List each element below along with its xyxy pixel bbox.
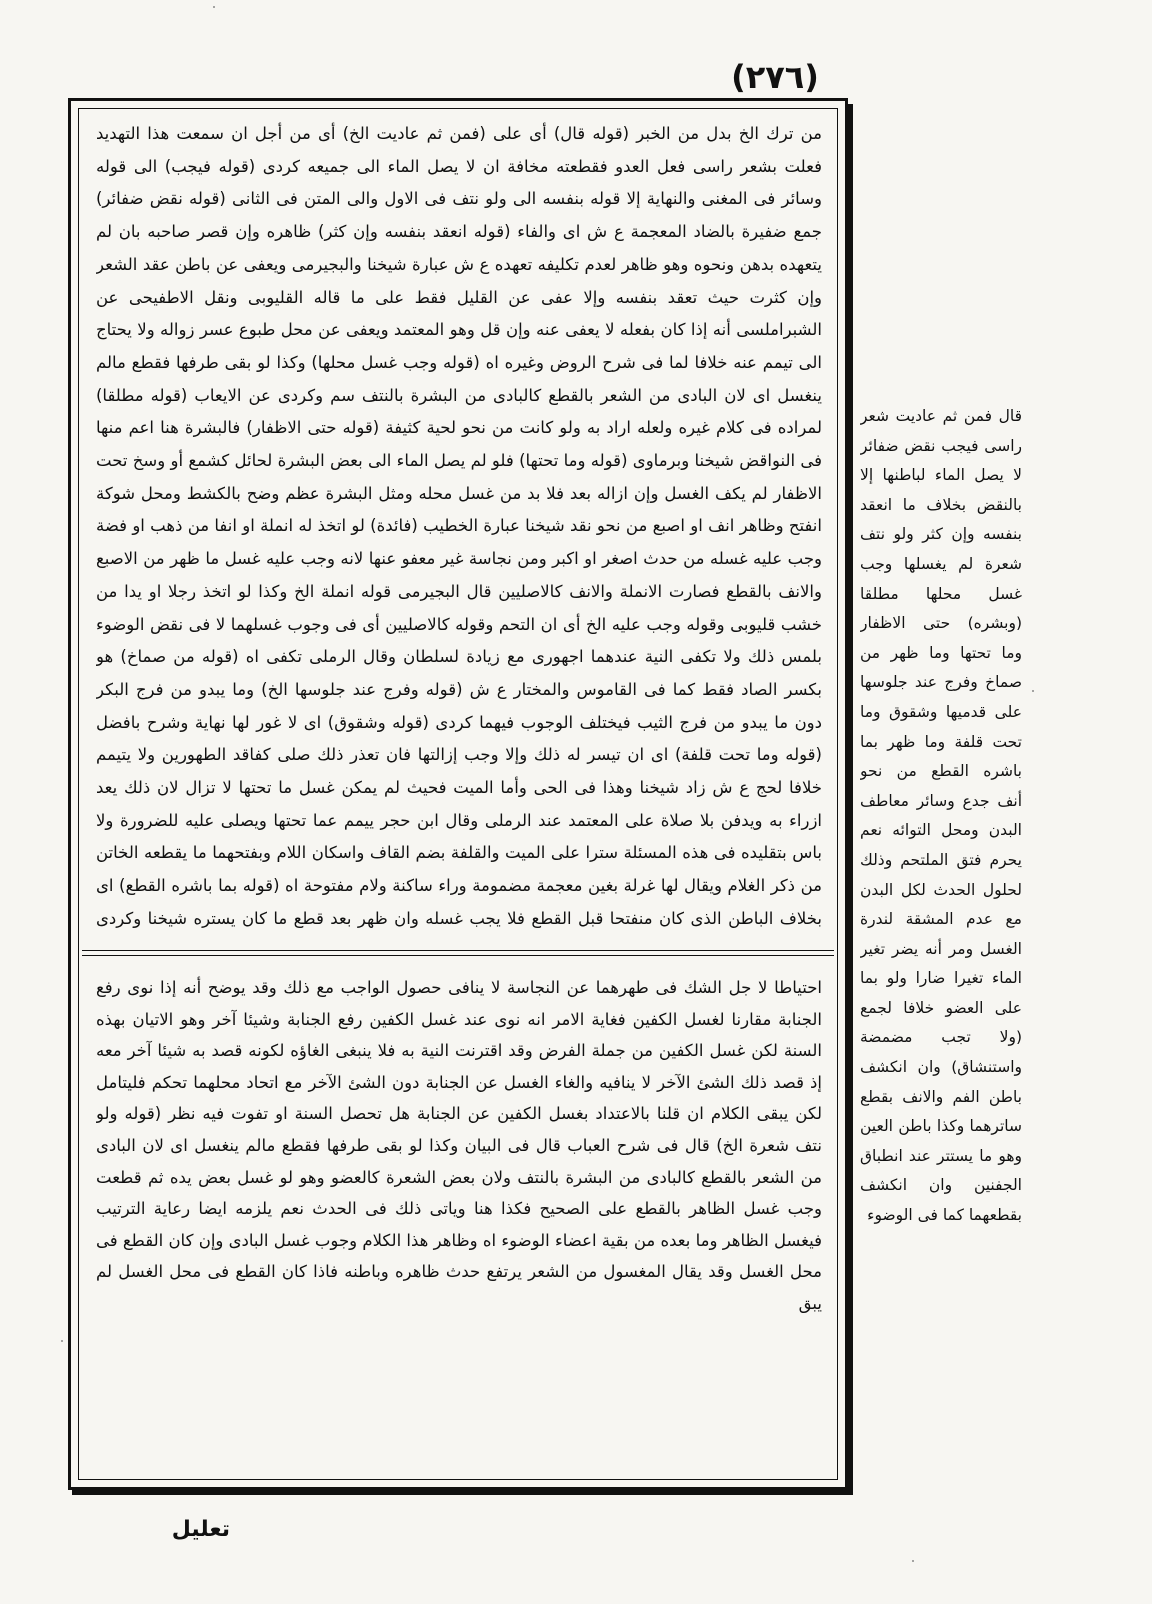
frame-shadow-right [848, 104, 853, 1494]
margin-matn-text: قال فمن ثم عاديت شعر راسى فيجب نقض ضفائر لا يصل الماء لباطنها إلا بالنقض بخلاف ما انعقد بنفسه وإن كثر ولو نتف شعرة لم يغسلها وجب غسل محلها مطلقا (وبشره) حتى الاظفار وما تحتها وما ظهر من صماخ وفرج عند جلوسها على قدميها وشقوق وما تحت قلفة وما ظهر بما باشره القطع من نحو أنف جدع وسائر معاطف البدن ومحل التوائه نعم يحرم فتق الملتحم وذلك لحلول الحدث لكل البدن مع عدم المشقة لندرة الغسل ومر أنه يضر تغير الماء تغيرا ضارا ولو بما على العضو خلافا لجمع (ولا تجب مضمضة واستنشاق) وان انكشف باطن الفم والانف بقطع ساترهما وكذا باطن العين وهو ما يستتر عند انطباق الجفنين وان انكشف بقطعهما كما فى الوضوء [860, 407, 1022, 1225]
scan-speck [1032, 690, 1034, 692]
frame-shadow-bottom [72, 1490, 853, 1495]
main-commentary-text: من ترك الخ بدل من الخبر (قوله قال) أى على (فمن ثم عاديت الخ) أى من أجل ان سمعت هذا التهديد فعلت بشعر راسى فعل العدو فقطعته مخافة ان لا يصل الماء الى جميعه كردى (قوله فيجب) الى قوله وسائر فى المغنى والنهاية إلا قوله بنفسه الى ولو نتف فى الاول والى المتن فى الثانى (قوله نقض ضفائر) جمع ضفيرة بالضاد المعجمة ع ش اى والفاء (قوله انعقد بنفسه وإن كثر) ظاهره وإن قصر صاحبه بان لم يتعهده بدهن ونحوه وهو ظاهر لعدم تكليفه تعهده ع ش عبارة شيخنا والبجيرمى ويعفى عن باطن عقد الشعر وإن كثرت حيث تعقد بنفسه وإلا عفى عن القليل فقط على ما قاله القليوبى ونقل الاطفيحى عن الشبراملسى أنه إذا كان بفعله لا يعفى عنه وإن قل وهو المعتمد ويعفى عن محل طبوع عسر زواله ولا يحتاج الى تيمم عنه خلافا لما فى شرح الروض وغيره اه (قوله وجب غسل محلها) وكذا لو بقى طرفها فقطع مالم ينغسل اى لان البادى من الشعر بالقطع كالبادى من البشرة بالنتف سم وكردى عن الايعاب (قوله مطلقا) لمراده فى كلام غيره ولعله اراد به ولو كانت من نحو لحية كثيفة (قوله حتى الاظفار) فالبشرة هنا اعم منها فى النواقض شيخنا وبرماوى (قوله وما تحتها) فلو لم يصل الماء الى بعض البشرة لحائل كشمع أو وسخ تحت الاظفار لم يكف الغسل وإن ازاله بعد فلا بد من غسل محله ومثل البشرة عظم وضح بالكشط ومحل شوكة انفتح وظاهر انف او اصبع من نحو نقد شيخنا عبارة الخطيب (فائدة) لو اتخذ له انملة او انفا من ذهب او فضة وجب عليه غسله من حدث اصغر او اكبر ومن نجاسة غير معفو عنها لانه وجب عليه غسل ما ظهر من الاصبع والانف بالقطع فصارت الانملة والانف كالاصليين قال البجيرمى قوله انملة الخ وكذا لو اتخذ رجلا او يدا من خشب قليوبى وقوله وجب عليه الخ أى ان التحم وقوله كالاصليين أى فى وجوب غسلهما لا فى نقض الوضوء بلمس ذلك ولا تكفى النية عندهما اجهورى مع زيادة لسلطان وقال الرملى تكفى اه (قوله من صماخ) هو بكسر الصاد فقط كما فى القاموس والمختار ع ش (قوله وفرج عند جلوسها الخ) وما يبدو من فرج البكر دون ما يبدو من فرج الثيب فيختلف الوجوب فيهما كردى (قوله وشقوق) اى لا غور لها نهاية وشرح بافضل (قوله وما تحت قلفة) اى ان تيسر له ذلك وإلا وجب إزالتها فان تعذر ذلك صلى كفاقد الطهورين ولا يتيمم خلافا لحج ع ش زاد شيخنا وهذا فى الحى وأما الميت فحيث لم يمكن غسل ما تحتها لا تزال لان ذلك يعد ازراء به ويدفن بلا صلاة على المعتمد عند الرملى وقال ابن حجر ييمم عما تحتها ويصلى عليه للضرورة ولا باس بتقليده فى هذه المسئلة سترا على الميت والقلفة بضم القاف واسكان اللام وبفتحهما ما يقطعه الخاتن من ذكر الغلام ويقال لها غرلة بغين معجمة مضمومة وراء ساكنة ولام مفتوحة اه (قوله بما باشره القطع) اى بخلاف الباطن الذى كان منفتحا قبل القطع فلا يجب غسله وان ظهر بعد قطع ما كان يستره شيخنا وكردى [96, 124, 822, 928]
footnote-commentary-text: احتياطا لا جل الشك فى طهرهما عن النجاسة لا ينافى حصول الواجب مع ذلك وقد يوضح أنه إذا نوى رفع الجنابة مقارنا لغسل الكفين فغاية الامر انه نوى عند غسل الكفين رفع الجنابة وشيئا آخر وهو الاتيان بهذه السنة لكن غسل الكفين من جملة الفرض وقد اقترنت النية به فلا ينبغى الغاؤه لكونه قصد به شيئا آخر معه إذ قصد ذلك الشئ الآخر لا ينافيه والغاء الغسل عن الجنابة دون الشئ الآخر مع اتحاد محلهما تحكم فليتامل لكن يبقى الكلام ان قلنا بالاعتداد بغسل الكفين عن الجنابة هل تحصل السنة او تفوت فيه نظر (قوله ولو نتف شعرة الخ) قال فى شرح العباب قال فى البيان وكذا لو بقى طرفها فقطع مالم ينغسل اى لان البادى من الشعر بالقطع كالبادى من البشرة بالنتف ولان بعض الشعرة كالعضو وهو لو غسل بعض يده ثم قطعت وجب غسل الظاهر بالقطع على الصحيح فكذا هنا وياتى ذلك فى الحدث نعم يلزمه ايضا رعاية الترتيب فيغسل الظاهر وما بعده من بقية اعضاء الوضوء اه وظاهر هذا الكلام وجوب غسل البادى وإن كان القطع فى محل الغسل وقد يقال المغسول من الشعر يرتفع حدث ظاهره وباطنه فاذا كان القطع فى محل الغسل لم يبق [96, 978, 822, 1313]
scan-speck [213, 6, 215, 8]
page-number: (٢٧٦) [731, 58, 819, 96]
scan-speck [912, 1560, 914, 1562]
separator-line-bottom [82, 955, 834, 956]
separator-line-top [82, 950, 834, 951]
catchword: تعليل [171, 1517, 230, 1542]
scan-speck [61, 1340, 63, 1342]
